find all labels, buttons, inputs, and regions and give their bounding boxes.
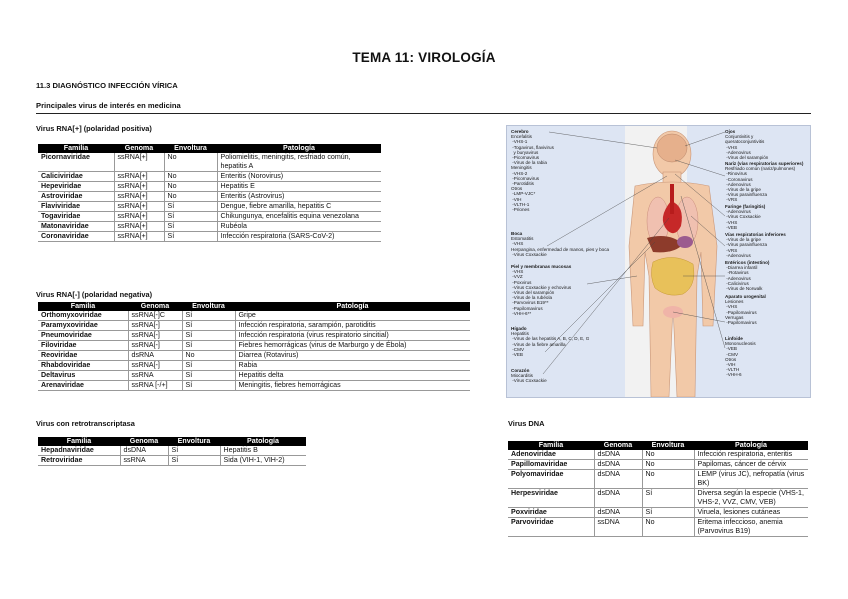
dna-table [508,441,808,537]
pathology-cell: Sida (VIH-1, VIH-2) [220,456,306,466]
col-header-family: Familia [38,144,114,153]
genome-cell: ssRNA[+] [114,222,164,232]
family-cell: Arenaviridae [38,381,128,391]
col-header-family: Familia [38,302,128,311]
family-cell: Herpesviridae [508,489,594,508]
pathology-cell: Chikungunya, encefalitis equina venezolana [217,212,381,222]
virus-infection-body-figure [506,125,811,398]
family-cell: Paramyxoviridae [38,321,128,331]
genome-cell: ssRNA[-] [128,361,182,371]
pathology-cell: Meningitis, fiebres hemorrágicas [235,381,470,391]
table-row [508,450,808,460]
envelope-cell: Sí [642,508,694,518]
envelope-cell: No [164,182,217,192]
table-row [38,446,306,456]
envelope-cell: No [642,470,694,489]
pathology-cell: Infección respiratoria (virus respiratorio sincitial) [235,331,470,341]
divider [36,113,811,114]
figure-label-liver: Hígado Hepatitis -Virus de las hepatitis A, B, C, D, E, G -Virus de la fiebre amarilla -CMV -VEB [511,326,590,358]
section-heading: 11.3 DIAGNÓSTICO INFECCIÓN VÍRICA [36,81,178,90]
pathology-cell: Diarrea (Rotavirus) [235,351,470,361]
pathology-cell: Diversa según la especie (VHS-1, VHS-2, VVZ, CMV, VEB) [694,489,808,508]
col-header-envelope: Envoltura [182,302,235,311]
envelope-cell: Sí [182,311,235,321]
genome-cell: ssRNA[+] [114,232,164,242]
rna-pos-heading: Virus RNA[+] (polaridad positiva) [36,124,152,133]
col-header-family: Familia [508,441,594,450]
col-header-genome: Genoma [128,302,182,311]
family-cell: Adenoviridae [508,450,594,460]
envelope-cell: Sí [182,321,235,331]
envelope-cell: Sí [182,341,235,351]
pathology-cell: Eritema infeccioso, anemia (Parvovirus B19) [694,518,808,537]
envelope-cell: Sí [182,381,235,391]
table-row [38,311,470,321]
figure-label-eyes: Ojos Conjuntivitis y queratoconjuntivitis -VHS -Adenovirus -Virus del sarampión [725,129,769,161]
genome-cell: dsDNA [594,489,642,508]
pathology-cell: Infección respiratoria, enteritis [694,450,808,460]
genome-cell: ssRNA[-]C [128,311,182,321]
family-cell: Deltavirus [38,371,128,381]
table-row [38,321,470,331]
table-row [38,456,306,466]
envelope-cell: Sí [168,456,220,466]
col-header-genome: Genoma [594,441,642,450]
pathology-cell: Enteritis (Astrovirus) [217,192,381,202]
genome-cell: dsDNA [594,508,642,518]
table-row [38,341,470,351]
figure-label-brain: Cerebro Encefalitis -VHS-1 -Togavirus, flavivirus y buryavirus -Picornavirus -Virus de la rabia Meningitis -VHS-2 -Picornavirus -Parotiditis Otros -LMP-VJC* -VIH -VLTH-1 -Priones [511,129,554,213]
dna-heading: Virus DNA [508,419,545,428]
envelope-cell: Sí [164,232,217,242]
envelope-cell: Sí [164,202,217,212]
pathology-cell: Rubéola [217,222,381,232]
retro-table [38,437,306,466]
genome-cell: ssRNA [128,371,182,381]
rna-pos-table [38,144,381,242]
envelope-cell: No [182,351,235,361]
family-cell: Papillomaviridae [508,460,594,470]
table-row [38,202,381,212]
genome-cell: dsDNA [594,470,642,489]
family-cell: Retroviridae [38,456,120,466]
table-row [38,331,470,341]
figure-label-pharynx: Faringe (faringitis) -Adenovirus -Virus Coxsackie -VHS -VEB [725,204,766,230]
family-cell: Hepeviridae [38,182,114,192]
genome-cell: ssRNA [-/+] [128,381,182,391]
genome-cell: dsDNA [594,450,642,460]
table-row [38,351,470,361]
pathology-cell: Hepatitis delta [235,371,470,381]
envelope-cell: Sí [164,222,217,232]
envelope-cell: Sí [182,361,235,371]
figure-label-nose: Nariz (vías respiratorias superiores) Resfriado común (nariz/pulmones) -Rinovirus -Coronavirus -Adenovirus -Virus de la gripe -Virus parainfluenza -VRS [725,161,804,203]
family-cell: Polyomaviridae [508,470,594,489]
family-cell: Matonaviridae [38,222,114,232]
table-row [38,212,381,222]
pathology-cell: Dengue, fiebre amarilla, hepatitis C [217,202,381,212]
table-row [38,222,381,232]
figure-label-skin: Piel y membranas mucosas -VHS -VVZ -Poxvirus -Virus Coxsackie y echovirus -Virus del sarampión -Virus de la rubéola -Parvovirus B19** -Papilomavirus -VHH-6** [511,264,572,316]
pathology-cell: Poliomielitis, meningitis, resfriado común, hepatitis A [217,153,381,172]
genome-cell: ssRNA[-] [128,331,182,341]
pathology-cell: Hepatitis E [217,182,381,192]
table-row [38,371,470,381]
col-header-pathology: Patología [217,144,381,153]
col-header-pathology: Patología [694,441,808,450]
pathology-cell: LEMP (virus JC), nefropatía (virus BK) [694,470,808,489]
envelope-cell: No [642,450,694,460]
genome-cell: dsRNA [128,351,182,361]
family-cell: Rhabdoviridae [38,361,128,371]
figure-label-lymphoid: Linfoide Mononucleosis -VEB -CMV Otros -VIH -VLTH -VHH-6 [725,336,756,378]
table-row [38,232,381,242]
family-cell: Poxviridae [508,508,594,518]
table-row [508,518,808,537]
table-row [38,381,470,391]
family-cell: Astroviridae [38,192,114,202]
envelope-cell: Sí [164,212,217,222]
table-row [38,153,381,172]
pathology-cell: Gripe [235,311,470,321]
table-row [38,361,470,371]
col-header-envelope: Envoltura [164,144,217,153]
family-cell: Parvoviridae [508,518,594,537]
pathology-cell: Rabia [235,361,470,371]
genome-cell: dsDNA [120,446,168,456]
genome-cell: ssRNA [120,456,168,466]
col-header-pathology: Patología [220,437,306,446]
figure-label-heart: Corazón Miocarditis -Virus Coxsackie [511,368,547,384]
family-cell: Hepadnaviridae [38,446,120,456]
family-cell: Filoviridae [38,341,128,351]
col-header-pathology: Patología [235,302,470,311]
envelope-cell: No [164,153,217,172]
genome-cell: dsDNA [594,460,642,470]
figure-label-urogenital: Aparato urogenital Lesiones -VHS -Papilomavirus Verrugas -Papilomavirus [725,294,766,326]
family-cell: Orthomyxoviridae [38,311,128,321]
table-row [508,470,808,489]
genome-cell: ssRNA[+] [114,153,164,172]
envelope-cell: Sí [182,331,235,341]
col-header-genome: Genoma [114,144,164,153]
family-cell: Picornaviridae [38,153,114,172]
pathology-cell: Infección respiratoria (SARS-CoV-2) [217,232,381,242]
envelope-cell: No [164,172,217,182]
genome-cell: ssRNA[+] [114,212,164,222]
family-cell: Coronaviridae [38,232,114,242]
figure-label-mouth: Boca Estomatitis -VHS Herpangina, enfermedad de manos, pies y boca -Virus Coxsackie [511,231,610,257]
col-header-genome: Genoma [120,437,168,446]
family-cell: Pneumoviridae [38,331,128,341]
table-row [38,182,381,192]
table-row [38,172,381,182]
page-title: TEMA 11: VIROLOGÍA [352,50,496,65]
table-row [508,460,808,470]
table-row [508,508,808,518]
genome-cell: ssRNA[+] [114,192,164,202]
family-cell: Reoviridae [38,351,128,361]
pathology-cell: Fiebres hemorrágicas (virus de Marburgo y de Ébola) [235,341,470,351]
rna-neg-table [38,302,470,391]
col-header-envelope: Envoltura [642,441,694,450]
genome-cell: ssRNA[-] [128,341,182,351]
pathology-cell: Hepatitis B [220,446,306,456]
table-row [508,489,808,508]
envelope-cell: Sí [182,371,235,381]
genome-cell: ssRNA[+] [114,182,164,192]
col-header-family: Familia [38,437,120,446]
genome-cell: ssDNA [594,518,642,537]
envelope-cell: No [642,460,694,470]
col-header-envelope: Envoltura [168,437,220,446]
figure-label-lower-respiratory: Vías respiratorias inferiores -Virus de la gripe -Virus parainfluenza -VRS -Adenovirus [725,232,786,258]
envelope-cell: Sí [642,489,694,508]
family-cell: Togaviridae [38,212,114,222]
pathology-cell: Infección respiratoria, sarampión, parotiditis [235,321,470,331]
pathology-cell: Enteritis (Norovirus) [217,172,381,182]
rna-neg-heading: Virus RNA[-] (polaridad negativa) [36,290,153,299]
figure-label-enteric: Entéricos (intestino) -Diarrea infantil -Rotavirus -Adenovirus -Calicivirus -Virus de Norwalk [725,260,770,292]
envelope-cell: Sí [168,446,220,456]
family-cell: Caliciviridae [38,172,114,182]
genome-cell: ssRNA[+] [114,202,164,212]
envelope-cell: No [642,518,694,537]
retro-heading: Virus con retrotranscriptasa [36,419,135,428]
genome-cell: ssRNA[-] [128,321,182,331]
pathology-cell: Viruela, lesiones cutáneas [694,508,808,518]
subsection-heading: Principales virus de interés en medicina [36,101,181,110]
genome-cell: ssRNA[+] [114,172,164,182]
pathology-cell: Papilomas, cáncer de cérvix [694,460,808,470]
envelope-cell: No [164,192,217,202]
family-cell: Flaviviridae [38,202,114,212]
table-row [38,192,381,202]
